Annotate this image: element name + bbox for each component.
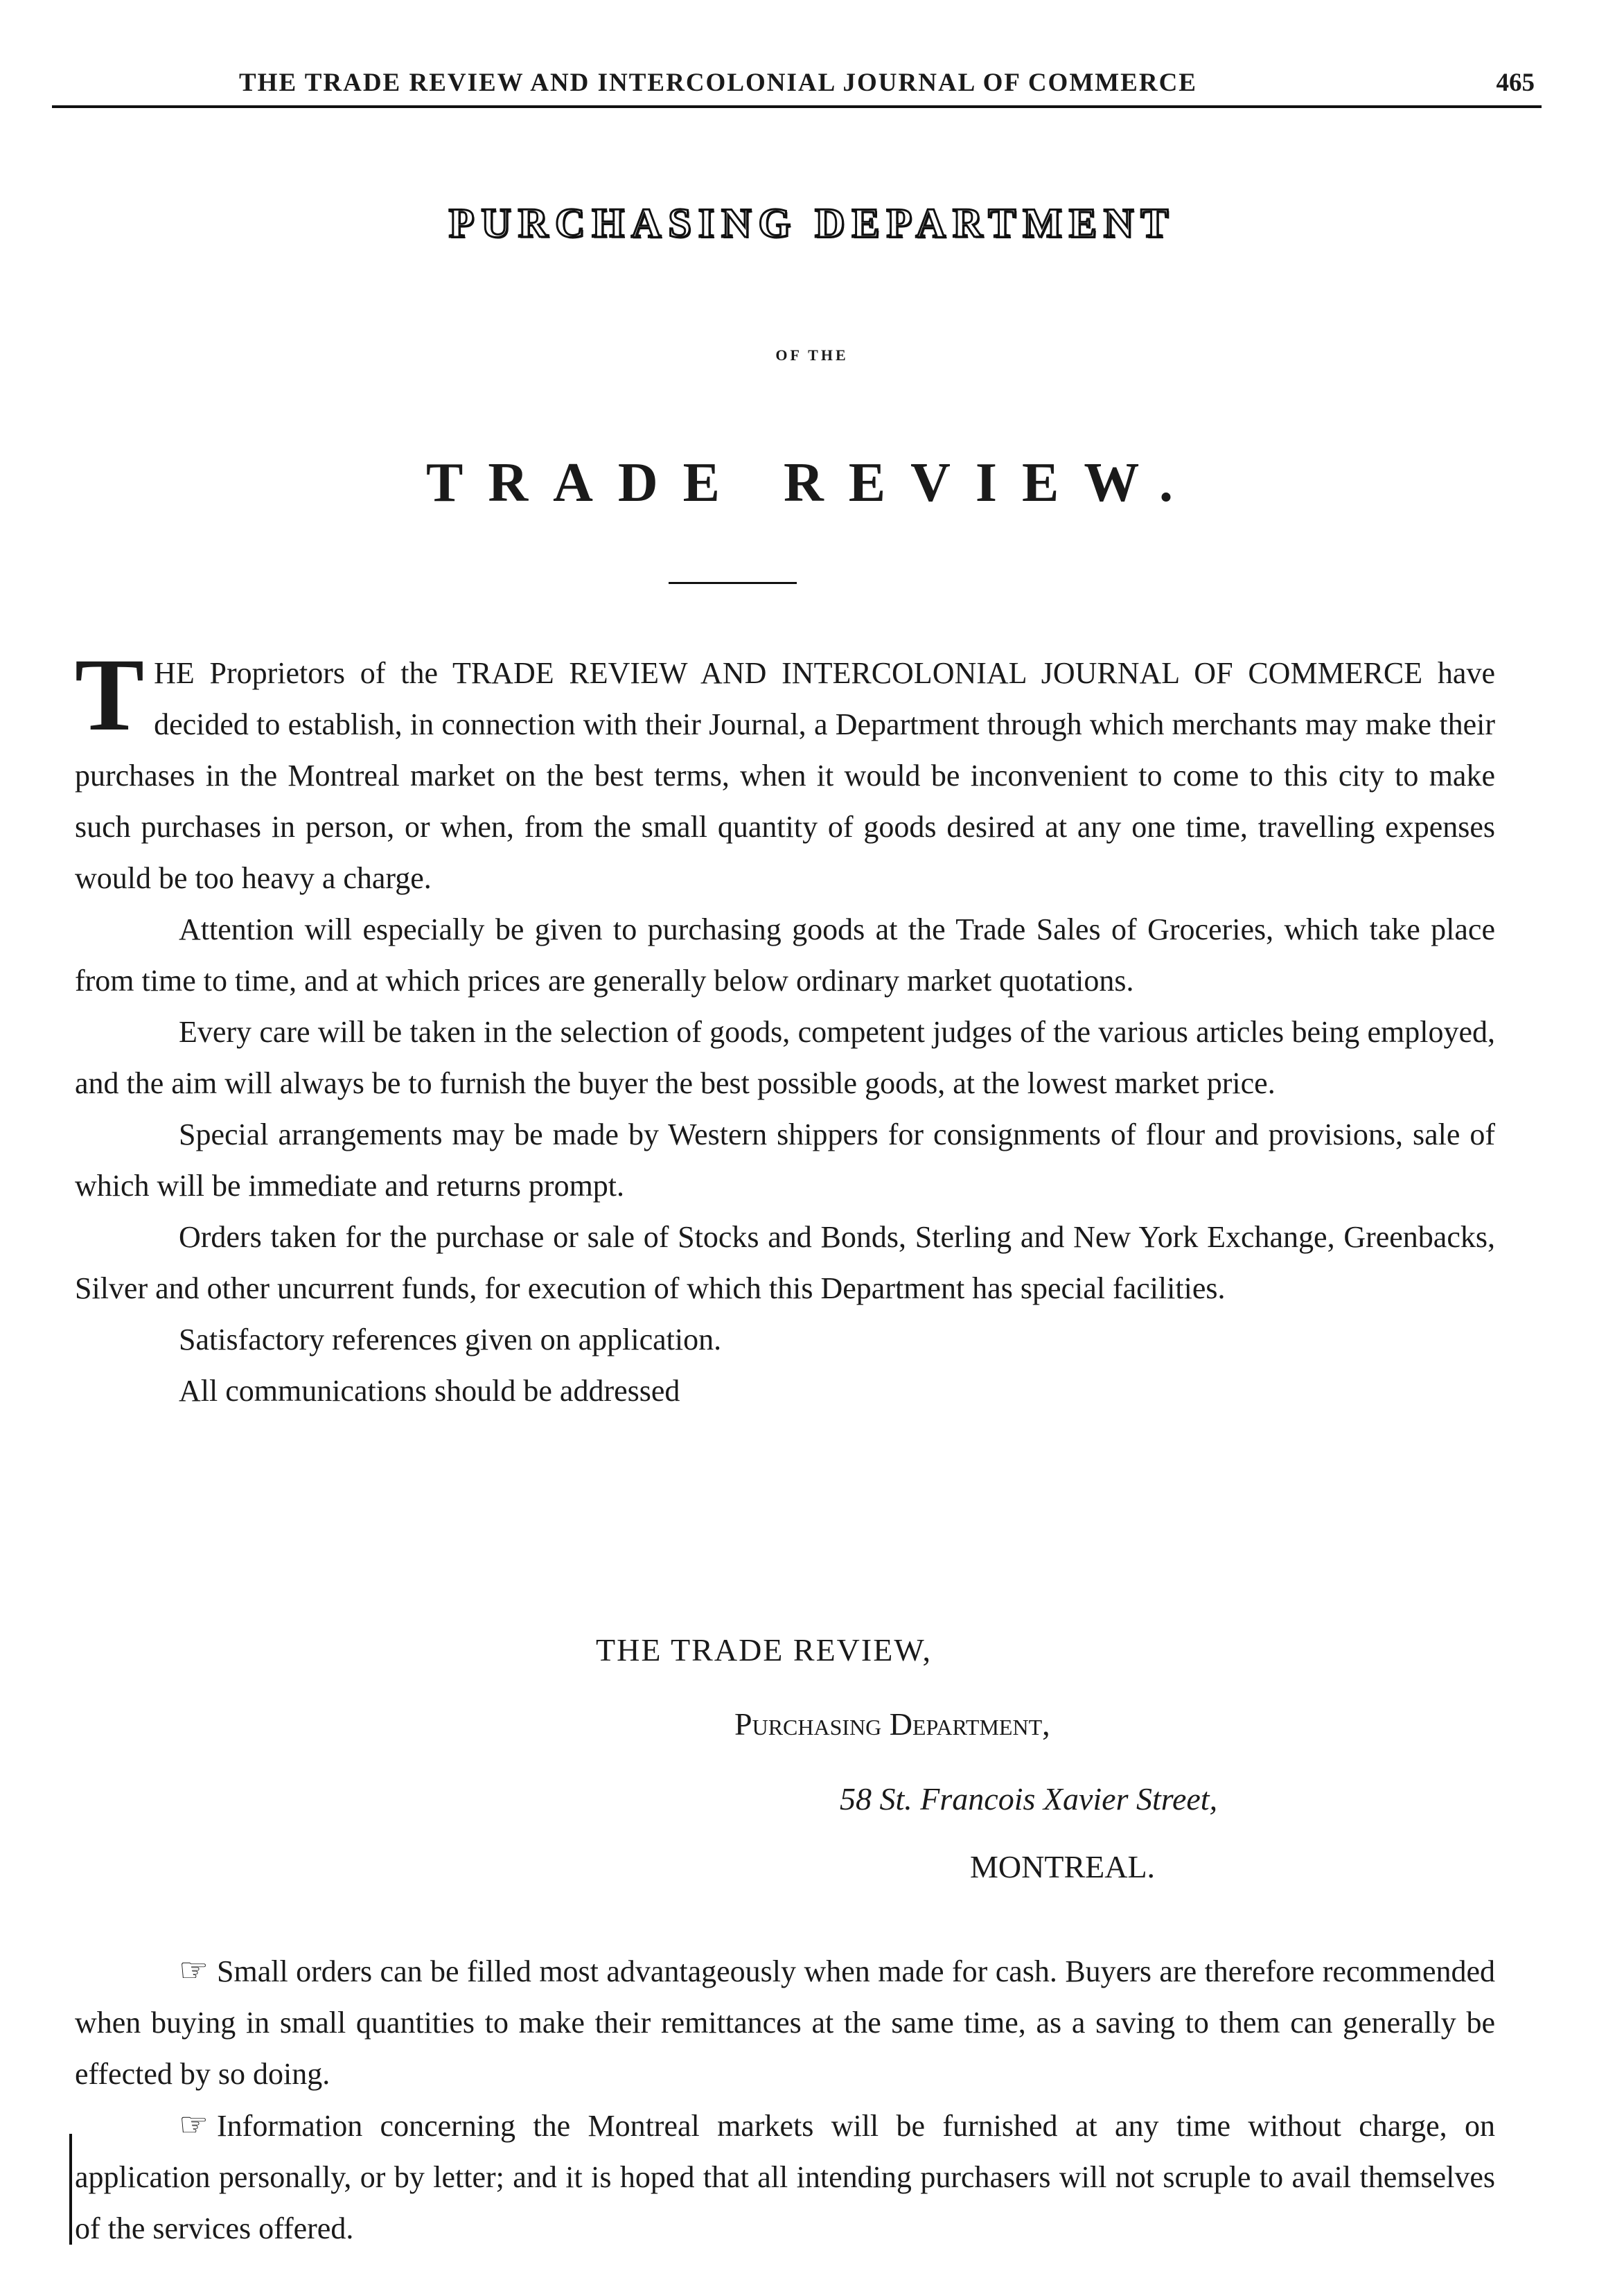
paragraph-4: Special arrangements may be made by Western shippers for consignments of flour and provisions, sale of which will be immediate and returns prompt.: [75, 1117, 1495, 1203]
address-line-2: Purchasing Department,: [734, 1706, 1050, 1742]
title-rule: [669, 582, 797, 584]
notes-section: [75, 1945, 1495, 2254]
margin-bar: [69, 2134, 72, 2245]
note-2-text: Information concerning the Montreal markets will be furnished at any time without charge, on application personally, or by letter; and it is hoped that all intending purchasers will not scruple to avail themselves of the services offered.: [75, 2109, 1495, 2245]
note-2: [75, 2100, 1495, 2254]
address-line-3: 58 St. Francois Xavier Street,: [840, 1781, 1218, 1817]
announcement-body: [75, 637, 1495, 1417]
paragraph-1-text: HE Proprietors of the TRADE REVIEW AND INTERCOLONIAL JOURNAL OF COMMERCE have decided to establish, in connection with their Journal, a Department through which merchants may make their purchases in the Montreal market on the best terms, when it would be inconvenient to come to this city to make such purchases in person, or when, from the small quantity of goods desired at any one time, travelling expenses would be too heavy a charge.: [75, 656, 1495, 895]
publication-title: TRADE REVIEW.: [425, 452, 1199, 513]
running-header: [52, 64, 1542, 108]
address-line-4: MONTREAL.: [970, 1849, 1156, 1884]
paragraph-5: Orders taken for the purchase or sale of Stocks and Bonds, Sterling and New York Exchange, Greenbacks, Silver and other uncurrent funds, for execution of which this Department has special facilities.: [75, 1220, 1495, 1305]
department-title: PURCHASING DEPARTMENT: [448, 200, 1176, 246]
note-1: [75, 1945, 1495, 2100]
running-title: THE TRADE REVIEW AND INTERCOLONIAL JOURNAL OF COMMERCE: [239, 69, 1197, 97]
paragraph-6: Satisfactory references given on application.: [179, 1323, 722, 1356]
of-the-label: OF THE: [775, 346, 849, 364]
pointing-hand-icon: ☞: [179, 2107, 209, 2144]
address-line-1: THE TRADE REVIEW,: [596, 1632, 933, 1668]
page-number: 465: [1496, 69, 1535, 97]
pointing-hand-icon: ☞: [179, 1952, 209, 1989]
paragraph-3: Every care will be taken in the selection of goods, competent judges of the various articles being employed, and the aim will always be to furnish the buyer the best possible goods, at the lowest market price.: [75, 1015, 1495, 1100]
paragraph-7: All communications should be addressed: [179, 1374, 680, 1408]
paragraph-1: [75, 637, 1495, 904]
paragraph-2: Attention will especially be given to purchasing goods at the Trade Sales of Groceries, which take place from time to time, and at which prices are generally below ordinary market quotations.: [75, 912, 1495, 998]
drop-cap: T: [75, 637, 145, 752]
note-1-text: Small orders can be filled most advantageously when made for cash. Buyers are therefore recommended when buying in small quantities to make their remittances at the same time, as a saving to them can generally be effected by so doing.: [75, 1954, 1495, 2091]
